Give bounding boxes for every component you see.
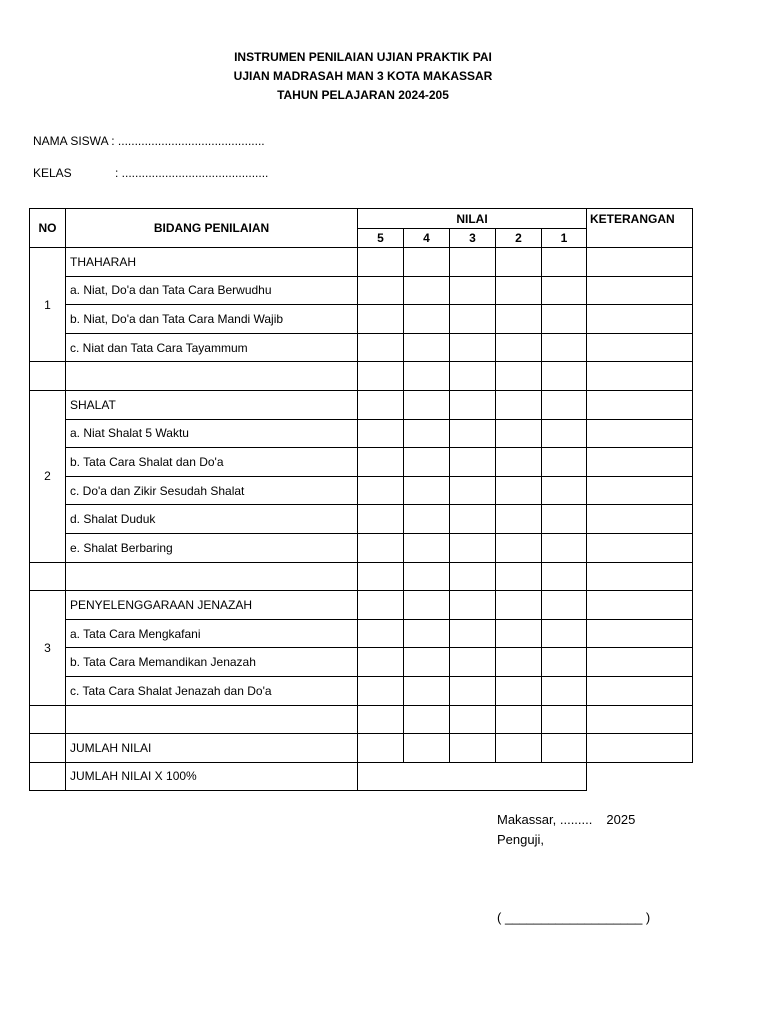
score-cell[interactable] bbox=[542, 562, 587, 591]
score-cell[interactable] bbox=[542, 248, 587, 277]
score-2-header: 2 bbox=[496, 229, 542, 248]
jumlah-persen-label: JUMLAH NILAI X 100% bbox=[66, 762, 358, 791]
score-cell[interactable] bbox=[496, 533, 542, 562]
score-cell[interactable] bbox=[358, 305, 404, 334]
score-cell[interactable] bbox=[404, 648, 450, 677]
score-cell[interactable] bbox=[496, 705, 542, 734]
score-cell[interactable] bbox=[450, 476, 496, 505]
score-cell[interactable] bbox=[542, 305, 587, 334]
nama-siswa-label: NAMA SISWA : bbox=[33, 134, 115, 148]
score-cell[interactable] bbox=[542, 734, 587, 763]
score-cell[interactable] bbox=[358, 419, 404, 448]
score-cell[interactable] bbox=[496, 476, 542, 505]
score-cell[interactable] bbox=[404, 676, 450, 705]
blank-cell bbox=[30, 762, 66, 791]
kelas-field bbox=[33, 166, 268, 180]
document-year: TAHUN PELAJARAN 2024-205 bbox=[277, 88, 449, 102]
score-cell[interactable] bbox=[496, 619, 542, 648]
score-cell[interactable] bbox=[358, 676, 404, 705]
assessment-item: b. Tata Cara Shalat dan Do'a bbox=[66, 448, 358, 477]
score-cell[interactable] bbox=[358, 533, 404, 562]
score-cell[interactable] bbox=[404, 333, 450, 362]
score-cell[interactable] bbox=[358, 390, 404, 419]
score-cell[interactable] bbox=[542, 619, 587, 648]
score-cell[interactable] bbox=[496, 648, 542, 677]
table-row bbox=[30, 305, 693, 334]
keterangan-cell[interactable] bbox=[587, 562, 693, 591]
group-heading: PENYELENGGARAAN JENAZAH bbox=[66, 591, 358, 620]
keterangan-cell[interactable] bbox=[587, 362, 693, 391]
assessment-item: c. Do'a dan Zikir Sesudah Shalat bbox=[66, 476, 358, 505]
score-cell[interactable] bbox=[542, 591, 587, 620]
score-cell[interactable] bbox=[496, 562, 542, 591]
score-cell[interactable] bbox=[496, 248, 542, 277]
assessment-item: b. Tata Cara Memandikan Jenazah bbox=[66, 648, 358, 677]
score-cell[interactable] bbox=[542, 362, 587, 391]
table-row bbox=[30, 390, 693, 419]
table-row bbox=[30, 476, 693, 505]
score-cell[interactable] bbox=[496, 734, 542, 763]
score-cell[interactable] bbox=[358, 276, 404, 305]
score-cell[interactable] bbox=[404, 476, 450, 505]
score-cell[interactable] bbox=[496, 276, 542, 305]
score-cell[interactable] bbox=[450, 562, 496, 591]
blank-cell bbox=[66, 362, 358, 391]
score-cell[interactable] bbox=[542, 533, 587, 562]
score-cell[interactable] bbox=[542, 505, 587, 534]
assessment-item: a. Niat Shalat 5 Waktu bbox=[66, 419, 358, 448]
score-cell[interactable] bbox=[404, 305, 450, 334]
score-cell[interactable] bbox=[496, 333, 542, 362]
score-cell[interactable] bbox=[450, 591, 496, 620]
table-row bbox=[30, 448, 693, 477]
col-bidang-header: BIDANG PENILAIAN bbox=[66, 209, 358, 248]
score-cell[interactable] bbox=[358, 562, 404, 591]
score-cell[interactable] bbox=[358, 333, 404, 362]
kelas-label: KELAS bbox=[33, 166, 72, 180]
keterangan-cell[interactable] bbox=[587, 419, 693, 448]
assessment-item: c. Tata Cara Shalat Jenazah dan Do'a bbox=[66, 676, 358, 705]
assessment-table bbox=[29, 208, 693, 791]
score-cell[interactable] bbox=[496, 448, 542, 477]
score-cell[interactable] bbox=[404, 591, 450, 620]
score-cell[interactable] bbox=[358, 362, 404, 391]
table-row bbox=[30, 333, 693, 362]
score-cell[interactable] bbox=[542, 705, 587, 734]
score-cell[interactable] bbox=[542, 390, 587, 419]
score-cell[interactable] bbox=[450, 248, 496, 277]
keterangan-cell[interactable] bbox=[587, 476, 693, 505]
score-cell[interactable] bbox=[542, 333, 587, 362]
score-cell[interactable] bbox=[450, 505, 496, 534]
score-3-header: 3 bbox=[450, 229, 496, 248]
table-row bbox=[30, 591, 693, 620]
score-cell[interactable] bbox=[404, 362, 450, 391]
score-cell[interactable] bbox=[496, 305, 542, 334]
score-cell[interactable] bbox=[450, 305, 496, 334]
keterangan-cell[interactable] bbox=[587, 248, 693, 277]
keterangan-cell[interactable] bbox=[587, 676, 693, 705]
score-4-header: 4 bbox=[404, 229, 450, 248]
group-number: 2 bbox=[30, 390, 66, 562]
group-number: 3 bbox=[30, 591, 66, 705]
score-cell[interactable] bbox=[404, 533, 450, 562]
score-cell[interactable] bbox=[404, 505, 450, 534]
keterangan-cell[interactable] bbox=[587, 591, 693, 620]
score-cell[interactable] bbox=[404, 562, 450, 591]
document-subtitle: UJIAN MADRASAH MAN 3 KOTA MAKASSAR bbox=[233, 69, 493, 83]
score-cell[interactable] bbox=[358, 734, 404, 763]
score-cell[interactable] bbox=[404, 705, 450, 734]
score-cell[interactable] bbox=[450, 734, 496, 763]
blank-row bbox=[30, 362, 693, 391]
keterangan-cell[interactable] bbox=[587, 448, 693, 477]
score-cell[interactable] bbox=[358, 476, 404, 505]
table-row bbox=[30, 676, 693, 705]
assessment-item: a. Tata Cara Mengkafani bbox=[66, 619, 358, 648]
score-cell[interactable] bbox=[404, 276, 450, 305]
score-cell[interactable] bbox=[404, 419, 450, 448]
col-keterangan-header: KETERANGAN bbox=[587, 209, 693, 248]
table-row bbox=[30, 419, 693, 448]
jumlah-persen-row bbox=[30, 762, 693, 791]
col-no-header: NO bbox=[30, 209, 66, 248]
document-title: INSTRUMEN PENILAIAN UJIAN PRAKTIK PAI bbox=[234, 50, 492, 64]
score-cell[interactable] bbox=[496, 676, 542, 705]
blank-cell bbox=[30, 705, 66, 734]
score-cell[interactable] bbox=[542, 419, 587, 448]
score-5-header: 5 bbox=[358, 229, 404, 248]
assessment-item: b. Niat, Do'a dan Tata Cara Mandi Wajib bbox=[66, 305, 358, 334]
signature-place: Makassar, ......... bbox=[497, 812, 593, 827]
score-cell[interactable] bbox=[450, 705, 496, 734]
keterangan-cell[interactable] bbox=[587, 619, 693, 648]
score-cell[interactable] bbox=[404, 619, 450, 648]
score-cell[interactable] bbox=[496, 505, 542, 534]
keterangan-cell[interactable] bbox=[587, 648, 693, 677]
score-cell[interactable] bbox=[358, 705, 404, 734]
score-cell[interactable] bbox=[404, 734, 450, 763]
score-cell[interactable] bbox=[450, 276, 496, 305]
score-cell[interactable] bbox=[450, 390, 496, 419]
score-cell[interactable] bbox=[450, 333, 496, 362]
table-row bbox=[30, 533, 693, 562]
jumlah-nilai-row bbox=[30, 734, 693, 763]
score-cell[interactable] bbox=[542, 448, 587, 477]
group-number: 1 bbox=[30, 248, 66, 362]
signature-role: Penguji, bbox=[497, 832, 544, 847]
score-cell[interactable] bbox=[358, 619, 404, 648]
score-cell[interactable] bbox=[358, 648, 404, 677]
nama-siswa-blank: ............................................ bbox=[114, 134, 265, 148]
score-cell[interactable] bbox=[358, 448, 404, 477]
score-cell[interactable] bbox=[496, 390, 542, 419]
score-cell[interactable] bbox=[450, 648, 496, 677]
group-heading: THAHARAH bbox=[66, 248, 358, 277]
score-cell[interactable] bbox=[358, 505, 404, 534]
table-row bbox=[30, 276, 693, 305]
jumlah-nilai-label: JUMLAH NILAI bbox=[66, 734, 358, 763]
jumlah-persen-value[interactable] bbox=[358, 762, 587, 791]
score-cell[interactable] bbox=[450, 533, 496, 562]
nama-siswa-field bbox=[33, 134, 265, 148]
score-cell[interactable] bbox=[404, 448, 450, 477]
score-cell[interactable] bbox=[358, 248, 404, 277]
blank-row bbox=[30, 705, 693, 734]
score-1-header: 1 bbox=[542, 229, 587, 248]
signature-line: ( ___________________ ) bbox=[497, 910, 651, 925]
assessment-table-body bbox=[30, 248, 693, 791]
score-cell[interactable] bbox=[542, 648, 587, 677]
blank-cell bbox=[66, 705, 358, 734]
blank-cell bbox=[30, 562, 66, 591]
score-cell[interactable] bbox=[450, 419, 496, 448]
col-nilai-header: NILAI bbox=[358, 209, 587, 229]
table-row bbox=[30, 619, 693, 648]
blank-cell bbox=[30, 362, 66, 391]
blank-row bbox=[30, 562, 693, 591]
score-cell[interactable] bbox=[450, 676, 496, 705]
score-cell[interactable] bbox=[404, 248, 450, 277]
signature-place-date bbox=[497, 812, 635, 827]
score-cell[interactable] bbox=[542, 276, 587, 305]
signature-year: 2025 bbox=[606, 812, 636, 827]
keterangan-cell[interactable] bbox=[587, 705, 693, 734]
assessment-item: a. Niat, Do'a dan Tata Cara Berwudhu bbox=[66, 276, 358, 305]
keterangan-cell[interactable] bbox=[587, 533, 693, 562]
score-cell[interactable] bbox=[496, 591, 542, 620]
table-row bbox=[30, 505, 693, 534]
table-row bbox=[30, 248, 693, 277]
score-cell[interactable] bbox=[496, 362, 542, 391]
assessment-item: c. Niat dan Tata Cara Tayammum bbox=[66, 333, 358, 362]
keterangan-cell[interactable] bbox=[587, 276, 693, 305]
score-cell[interactable] bbox=[450, 619, 496, 648]
table-row bbox=[30, 648, 693, 677]
keterangan-cell[interactable] bbox=[587, 505, 693, 534]
blank-cell bbox=[30, 734, 66, 763]
assessment-item: e. Shalat Berbaring bbox=[66, 533, 358, 562]
score-cell[interactable] bbox=[358, 591, 404, 620]
keterangan-cell[interactable] bbox=[587, 390, 693, 419]
blank-cell bbox=[66, 562, 358, 591]
keterangan-cell[interactable] bbox=[587, 305, 693, 334]
kelas-blank: : ............................................ bbox=[115, 166, 269, 180]
group-heading: SHALAT bbox=[66, 390, 358, 419]
score-cell[interactable] bbox=[542, 476, 587, 505]
score-cell[interactable] bbox=[542, 676, 587, 705]
score-cell[interactable] bbox=[450, 362, 496, 391]
keterangan-cell[interactable] bbox=[587, 734, 693, 763]
score-cell[interactable] bbox=[404, 390, 450, 419]
assessment-item: d. Shalat Duduk bbox=[66, 505, 358, 534]
score-cell[interactable] bbox=[496, 419, 542, 448]
keterangan-cell[interactable] bbox=[587, 333, 693, 362]
score-cell[interactable] bbox=[450, 448, 496, 477]
